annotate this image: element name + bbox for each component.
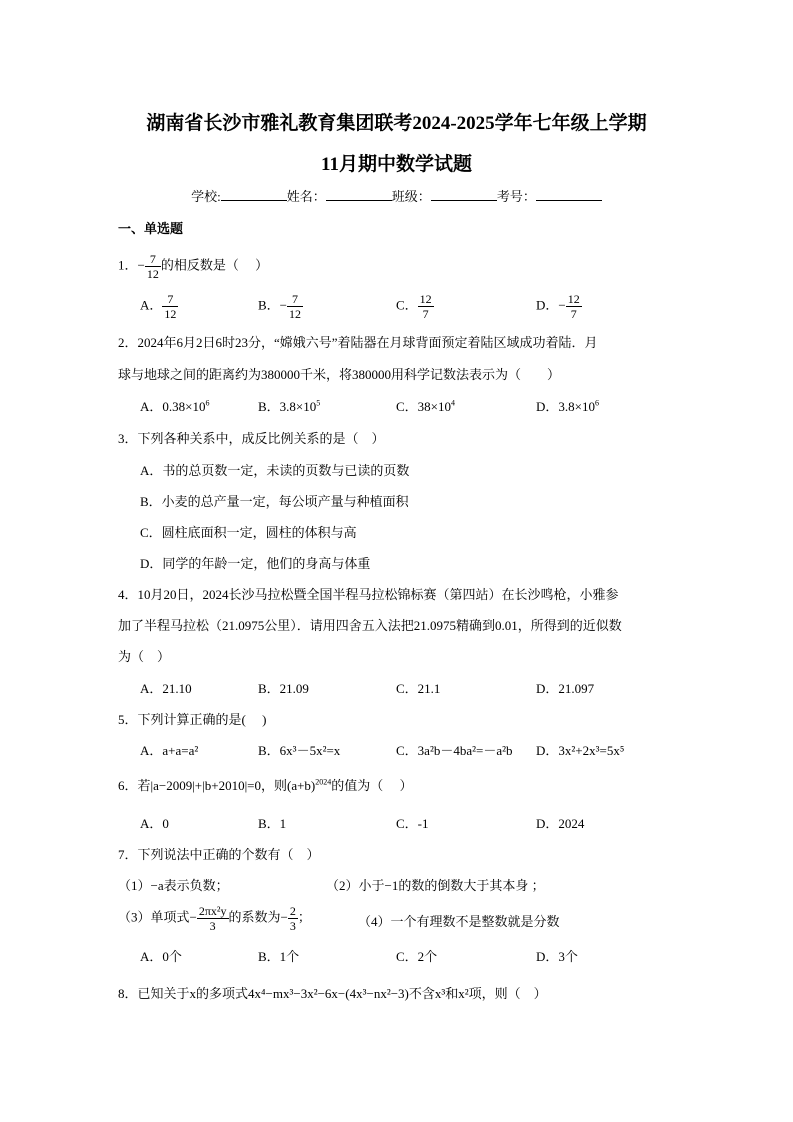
question-5: 5．下列计算正确的是( )	[118, 712, 267, 727]
q7-option-d[interactable]: D．3个	[536, 949, 578, 964]
question-3: 3．下列各种关系中，成反比例关系的是（ ）	[118, 431, 385, 446]
q4-option-c[interactable]: C．21.1	[396, 681, 441, 696]
class-label: 班级：	[391, 189, 431, 204]
student-info-line	[0, 186, 793, 205]
q1-option-a[interactable]: A． $\frac{7}{12}$	[140, 292, 177, 321]
q5-option-c[interactable]: C．3a²b－4ba²=－a²b	[396, 743, 513, 758]
q7-statement-1: （1）−a表示负数；	[118, 878, 229, 893]
question-6: 6．若|a−2009|+|b+2010|=0，则$(a+b)^{2024}$的值为（ ）	[118, 777, 413, 793]
q3-option-b[interactable]: B．小麦的总产量一定，每公顷产量与种植面积	[140, 494, 409, 509]
q7-statement-4: （4）一个有理数不是整数就是分数	[358, 914, 560, 929]
q6-option-b[interactable]: B．1	[258, 816, 287, 831]
question-4-line3: 为（ ）	[118, 649, 171, 664]
q7-statement-3: （3）单项式− $\frac{\text{2πx²y}}{3}$ 的系数为− $\frac{2}{3}$ ；	[118, 904, 311, 933]
q2-option-a[interactable]: A．$0.38\times 10^6$	[140, 398, 210, 414]
q6-option-d[interactable]: D．2024	[536, 816, 585, 831]
school-label: 学校:	[191, 189, 221, 204]
q1-tail: 的相反数是（ ）	[160, 257, 269, 273]
q2-option-b[interactable]: B．$3.8\times 10^5$	[258, 398, 321, 414]
question-1	[118, 252, 268, 281]
section-heading: 一、单选题	[118, 221, 184, 236]
question-2-line1: 2．2024年6月2日6时23分，“嫦娥六号”着陆器在月球背面预定着陆区域成功着陆．月	[118, 335, 598, 350]
question-7: 7．下列说法中正确的个数有（ ）	[118, 847, 320, 862]
q2-option-d[interactable]: D．$3.8\times 10^6$	[536, 398, 599, 414]
q1-number: 1．−	[118, 257, 145, 273]
q3-option-c[interactable]: C．圆柱底面积一定，圆柱的体积与高	[140, 525, 357, 540]
q2-option-c[interactable]: C．$38\times 10^4$	[396, 398, 456, 414]
q5-option-d[interactable]: D．3x²+2x³=5x⁵	[536, 743, 625, 758]
question-4-line2: 加了半程马拉松（21.0975公里）．请用四舍五入法把21.0975精确到0.01，所得到的近似数	[118, 618, 622, 633]
question-8: 8．已知关于x的多项式4x⁴−mx³−3x²−6x−(4x³−nx²−3)不含x³和x²项，则（ ）	[118, 986, 547, 1001]
name-label: 姓名：	[286, 189, 326, 204]
q7-option-a[interactable]: A．0个	[140, 949, 182, 964]
page-title-line1: 湖南省长沙市雅礼教育集团联考2024-2025学年七年级上学期	[146, 113, 647, 134]
page-title-line2: 11月期中数学试题	[321, 154, 472, 175]
q1-option-b[interactable]: B．− $\frac{7}{12}$	[258, 292, 302, 321]
q5-option-b[interactable]: B．6x³－5x²=x	[258, 743, 341, 758]
q1-fraction: $\frac{7}{12}$	[146, 252, 159, 281]
q4-option-a[interactable]: A．21.10	[140, 681, 192, 696]
name-blank[interactable]	[326, 189, 392, 201]
q3-option-a[interactable]: A．书的总页数一定，未读的页数与已读的页数	[140, 463, 410, 478]
school-blank[interactable]	[221, 189, 287, 201]
q1-option-c[interactable]: C． $\frac{12}{7}$	[396, 292, 432, 321]
q1-option-d[interactable]: D．− $\frac{12}{7}$	[536, 292, 580, 321]
q7-option-c[interactable]: C．2个	[396, 949, 438, 964]
q7-statement-2: （2）小于−1的数的倒数大于其本身 ；	[326, 878, 545, 893]
q3-option-d[interactable]: D．同学的年龄一定，他们的身高与体重	[140, 556, 371, 571]
q5-option-a[interactable]: A．a+a=a²	[140, 743, 199, 758]
number-label: 考号：	[496, 189, 536, 204]
number-blank[interactable]	[536, 189, 602, 201]
question-4-line1: 4．10月20日，2024长沙马拉松暨全国半程马拉松锦标赛（第四站）在长沙鸣枪，小雅参	[118, 587, 619, 602]
q4-option-b[interactable]: B．21.09	[258, 681, 309, 696]
class-blank[interactable]	[431, 189, 497, 201]
q6-option-c[interactable]: C．-1	[396, 816, 429, 831]
q4-option-d[interactable]: D．21.097	[536, 681, 595, 696]
q6-option-a[interactable]: A．0	[140, 816, 169, 831]
question-2-line2: 球与地球之间的距离约为380000千米，将380000用科学记数法表示为（ ）	[118, 367, 561, 382]
q7-option-b[interactable]: B．1个	[258, 949, 300, 964]
